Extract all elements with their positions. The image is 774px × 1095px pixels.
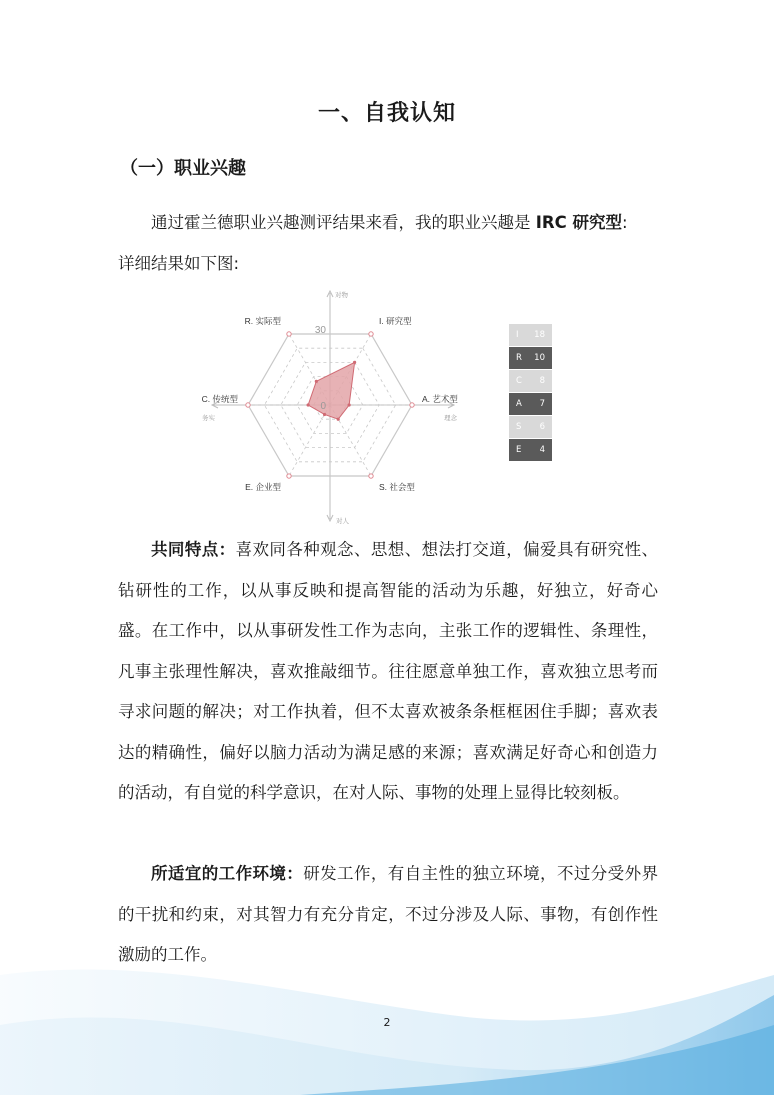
- legend-row: [509, 370, 552, 393]
- direction-label-right: 理念: [444, 415, 457, 422]
- radar-axis-label: I. 研究型: [379, 315, 412, 326]
- radar-axis-label: E. 企业型: [245, 482, 281, 493]
- traits-text: 喜欢同各种观念、思想、想法打交道，偏爱具有研究性、钻研性的工作，以从事反映和提高智能的活动为乐趣，好独立，好奇心盛。在工作中，以从事研发性工作为志向，主张工作的逻辑性、条理性，凡事主张理性解决，喜欢推敲细节。往往愿意单独工作，喜欢独立思考而寻求问题的解决；对工作执着，但不太喜欢被条条框框困住手脚；喜欢表达的精确性，偏好以脑力活动为满足感的来源；喜欢满足好奇心和创造力的活动，有自觉的科学意识，在对人际、事物的处理上显得比较刻板。: [118, 540, 659, 802]
- environment-text: 研发工作，有自主性的独立环境，不过分受外界的干扰和约束，对其智力有充分肯定，不过分涉及人际、事物，有创作性激励的工作。: [118, 864, 659, 964]
- legend-value: 6: [539, 422, 545, 432]
- radar-axis-label: R. 实际型: [244, 315, 281, 326]
- traits-paragraph: [118, 530, 658, 814]
- legend-row: [509, 416, 552, 439]
- page-number: 2: [383, 1016, 391, 1029]
- legend-code: S: [516, 422, 522, 432]
- radar-data-point: [323, 413, 326, 416]
- intro-colon: :: [621, 213, 628, 232]
- legend-value: 18: [534, 330, 545, 340]
- legend-row: [509, 324, 552, 347]
- radar-axis-label: C. 传统型: [201, 394, 238, 404]
- holland-radar-chart: [185, 283, 485, 533]
- radar-data-point: [307, 403, 310, 406]
- score-legend: [509, 324, 552, 462]
- direction-label-bottom: 对人: [336, 518, 349, 525]
- legend-row: [509, 439, 552, 462]
- radar-data-point: [348, 403, 351, 406]
- legend-code: I: [516, 330, 519, 340]
- environment-label: 所适宜的工作环境：: [151, 864, 304, 883]
- radar-data-point: [315, 380, 318, 383]
- radar-tick-label: 0: [320, 401, 326, 412]
- legend-code: A: [516, 399, 522, 409]
- radar-vertex-marker: [287, 474, 291, 478]
- intro-paragraph: [118, 203, 658, 284]
- radar-tick-label: 30: [314, 325, 326, 336]
- direction-label-top: 对物: [335, 292, 348, 299]
- legend-code: R: [516, 353, 522, 363]
- radar-svg: [185, 283, 485, 533]
- legend-value: 8: [539, 376, 545, 386]
- radar-axis-label: A. 艺术型: [422, 394, 458, 404]
- legend-code: C: [516, 376, 522, 386]
- traits-label: 共同特点：: [151, 540, 236, 559]
- radar-data-area: [308, 362, 354, 419]
- radar-vertex-marker: [369, 332, 373, 336]
- legend-row: [509, 347, 552, 370]
- legend-value: 4: [539, 445, 545, 455]
- section-title: （一）职业兴趣: [120, 158, 246, 179]
- intro-text: 通过霍兰德职业兴趣测评结果来看，我的职业兴趣是: [151, 213, 536, 232]
- legend-value: 10: [534, 353, 545, 363]
- radar-vertex-marker: [246, 403, 250, 407]
- legend-value: 7: [539, 399, 545, 409]
- radar-vertex-marker: [369, 474, 373, 478]
- radar-axis-label: S. 社会型: [379, 482, 415, 493]
- intro-highlight: IRC 研究型: [535, 213, 622, 232]
- radar-data-point: [353, 361, 356, 364]
- page-title: 一、自我认知: [317, 101, 456, 126]
- radar-vertex-marker: [287, 332, 291, 336]
- legend-code: E: [516, 445, 522, 455]
- intro-line2: 详细结果如下图:: [118, 253, 240, 273]
- radar-vertex-marker: [410, 403, 414, 407]
- legend-row: [509, 393, 552, 416]
- radar-data-point: [337, 418, 340, 421]
- direction-label-left: 务实: [202, 415, 215, 422]
